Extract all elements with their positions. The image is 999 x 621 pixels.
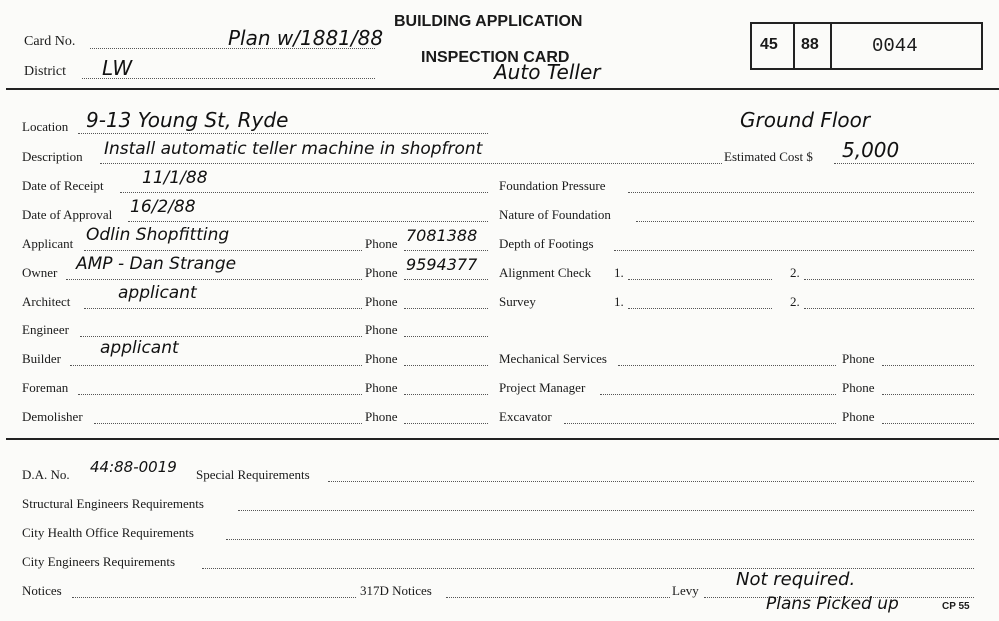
location-extra: Ground Floor [740,108,871,132]
district-value: LW [102,56,133,80]
mechanical-phone-line [882,365,974,366]
alignment-check-2-line [804,279,974,280]
foundation-pressure-label: Foundation Pressure [499,178,606,193]
builder-value: applicant [100,338,179,358]
box-divider [793,24,795,68]
city-engineers-line [202,568,974,569]
foreman-line [78,394,362,395]
foreman-phone-label: Phone [365,380,398,395]
survey-2: 2. [790,294,800,309]
survey-1-line [628,308,772,309]
date-receipt-line [120,192,488,193]
builder-phone-label: Phone [365,351,398,366]
owner-phone-line [404,279,488,280]
applicant-value: Odlin Shopfitting [86,225,230,245]
notices-317d-label: 317D Notices [360,583,432,598]
demolisher-label: Demolisher [22,409,83,424]
mechanical-phone-label: Phone [842,351,875,366]
district-label: District [24,64,66,79]
card-subtitle: INSPECTION CARD [421,49,570,66]
alignment-check-label: Alignment Check [499,265,592,280]
section-rule [6,438,999,440]
excavator-label: Excavator [499,409,552,424]
survey-2-line [804,308,974,309]
box-divider [830,24,832,68]
excavator-phone-label: Phone [842,409,875,424]
description-label: Description [22,149,83,164]
mechanical-services-line [618,365,836,366]
excavator-line [564,423,836,424]
applicant-phone-label: Phone [365,236,398,251]
levy-label: Levy [672,583,699,598]
survey-1: 1. [614,294,624,309]
applicant-phone-value: 7081388 [406,226,478,245]
architect-value: applicant [118,283,197,303]
date-approval-label: Date of Approval [22,207,113,222]
card-no-value: Plan w/1881/88 [228,26,384,50]
engineer-phone-line [404,336,488,337]
depth-footings-label: Depth of Footings [499,236,594,251]
alignment-check-1: 1. [614,265,624,280]
builder-phone-line [404,365,488,366]
date-receipt-label: Date of Receipt [22,178,104,193]
demolisher-phone-line [404,423,488,424]
location-line [78,133,488,134]
architect-phone-line [404,308,488,309]
engineer-phone-label: Phone [365,322,398,337]
notices-line [72,597,356,598]
project-manager-line [600,394,836,395]
owner-value: AMP - Dan Strange [76,254,237,274]
card-no-label: Card No. [24,34,76,49]
special-requirements-label: Special Requirements [196,467,310,482]
owner-line [66,279,362,280]
owner-label: Owner [22,265,58,280]
location-label: Location [22,119,69,134]
alignment-check-1-line [628,279,772,280]
demolisher-phone-label: Phone [365,409,398,424]
architect-label: Architect [22,294,71,309]
date-approval-value: 16/2/88 [130,197,196,217]
foundation-pressure-line [628,192,974,193]
health-line [226,539,974,540]
foreman-phone-line [404,394,488,395]
structural-label: Structural Engineers Requirements [22,496,204,511]
estimated-cost-line [834,163,974,164]
health-label: City Health Office Requirements [22,525,194,540]
structural-line [238,510,974,511]
nature-foundation-line [636,221,974,222]
survey-label: Survey [499,294,536,309]
builder-label: Builder [22,351,61,366]
engineer-line [80,336,362,337]
levy-value: Not required. [736,569,856,590]
excavator-phone-line [882,423,974,424]
plans-note: Plans Picked up [766,594,899,614]
engineer-label: Engineer [22,322,69,337]
description-line [100,163,722,164]
demolisher-line [94,423,362,424]
foreman-label: Foreman [22,380,69,395]
date-receipt-value: 11/1/88 [142,168,208,188]
card-number-box [750,22,983,70]
card-title: BUILDING APPLICATION [394,13,583,30]
notices-label: Notices [22,583,62,598]
owner-phone-label: Phone [365,265,398,280]
estimated-cost-value: 5,000 [842,138,900,162]
architect-phone-label: Phone [365,294,398,309]
estimated-cost-label: Estimated Cost $ [724,149,813,164]
architect-line [84,308,362,309]
applicant-line [84,250,362,251]
form-code: CP 55 [942,601,970,612]
notices-317d-line [446,597,670,598]
description-value: Install automatic teller machine in shopfront [104,139,483,159]
builder-line [70,365,362,366]
depth-footings-line [614,250,974,251]
subtitle-handwritten: Auto Teller [494,60,601,84]
city-engineers-label: City Engineers Requirements [22,554,176,569]
box-cell-2: 88 [801,36,819,53]
box-cell-3: 0044 [872,35,918,57]
special-requirements-line [328,481,974,482]
applicant-phone-line [404,250,488,251]
mechanical-services-label: Mechanical Services [499,351,607,366]
date-approval-line [128,221,488,222]
owner-phone-value: 9594377 [406,255,478,274]
project-manager-phone-label: Phone [842,380,875,395]
alignment-check-2: 2. [790,265,800,280]
project-manager-phone-line [882,394,974,395]
nature-foundation-label: Nature of Foundation [499,207,611,222]
box-cell-1: 45 [760,36,778,53]
applicant-label: Applicant [22,236,74,251]
project-manager-label: Project Manager [499,380,586,395]
da-no-label: D.A. No. [22,467,70,482]
da-no-value: 44:88-0019 [90,458,177,476]
header-rule [6,88,999,90]
location-value: 9-13 Young St, Ryde [86,108,289,132]
